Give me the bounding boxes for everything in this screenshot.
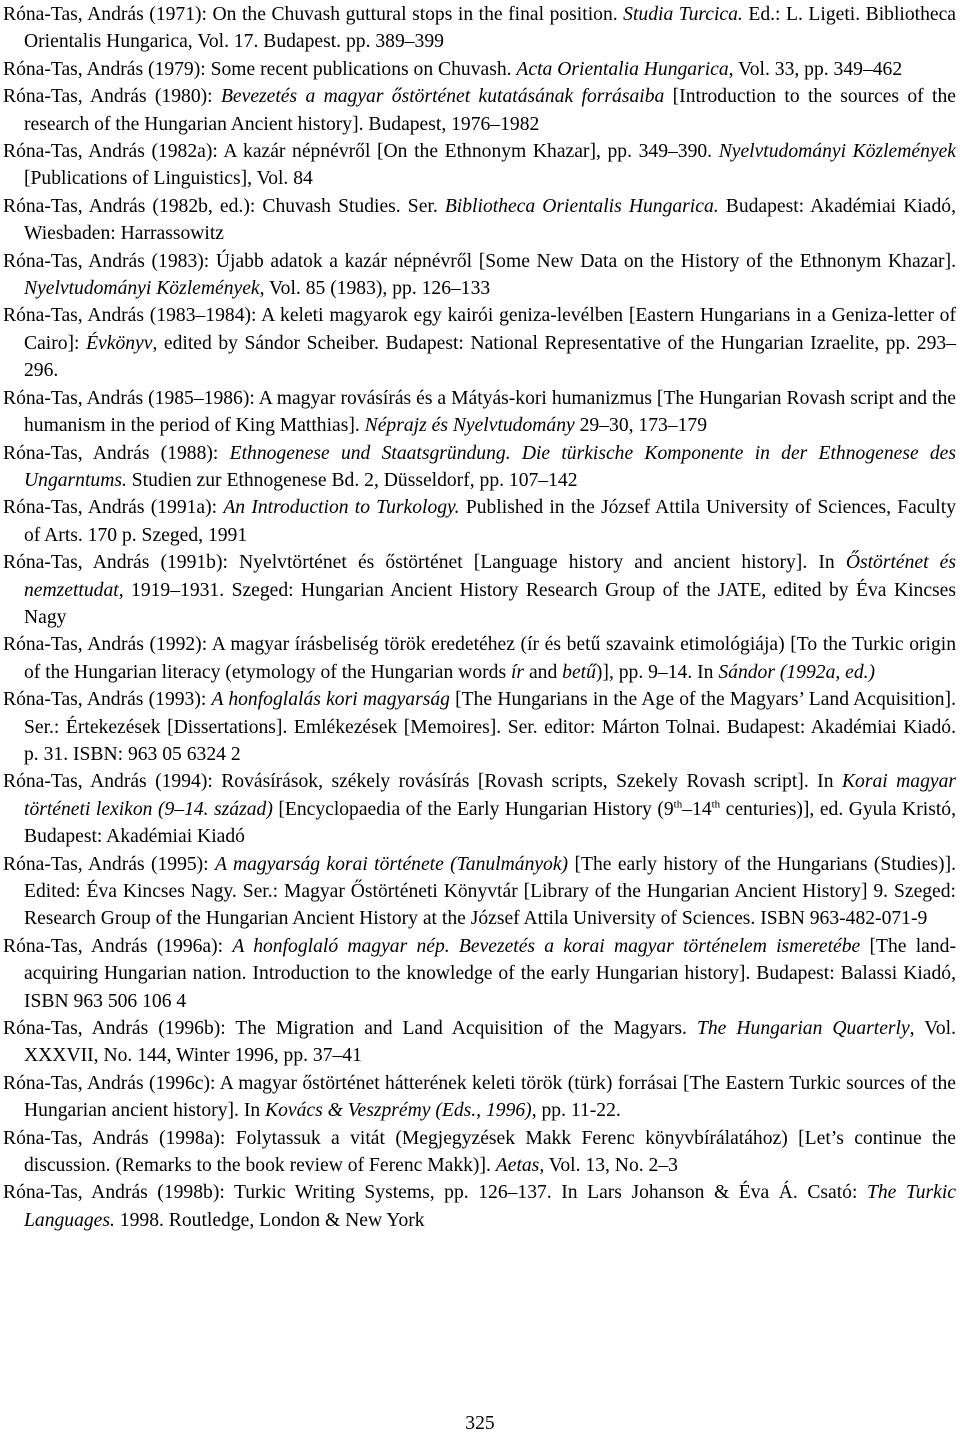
reference-text: Róna-Tas, András (1991a): xyxy=(3,497,224,519)
reference-text: Róna-Tas, András (1996a): xyxy=(3,935,233,957)
reference-text: Róna-Tas, András (1979): Some recent publications on Chuvash. xyxy=(3,58,517,80)
reference-text: Róna-Tas, András (1982b, ed.): Chuvash Studies. Ser. xyxy=(3,195,445,217)
reference-text: Róna-Tas, András (1971): On the Chuvash guttural stops in the final position. xyxy=(3,4,624,25)
italic-text: Évkönyv xyxy=(86,332,153,354)
reference-text: , Vol. 33, pp. 349–462 xyxy=(728,58,903,80)
reference-entry xyxy=(3,851,956,933)
reference-text: [Publications of Linguistics], Vol. 84 xyxy=(24,168,313,190)
superscript-text: th xyxy=(673,798,683,811)
reference-text: 1998. Routledge, London & New York xyxy=(114,1209,425,1231)
reference-text: Róna-Tas, András (1980): xyxy=(3,86,221,108)
reference-entry xyxy=(3,193,956,248)
reference-entry xyxy=(3,1070,956,1125)
reference-entry xyxy=(3,1015,956,1070)
reference-text: Studien zur Ethnogenese Bd. 2, Düsseldorf, pp. 107–142 xyxy=(126,469,578,491)
reference-text: , pp. 11-22. xyxy=(531,1100,621,1122)
italic-text: Bibliotheca Orientalis Hungarica. xyxy=(444,195,719,217)
reference-text: centuries)], ed. Gyula Kristó, Budapest: Akadémiai Kiadó xyxy=(24,798,956,848)
reference-text: Ed.: L. Ligeti. Bibliotheca Orientalis Hungarica, Vol. 17. Budapest. pp. 389–399 xyxy=(24,4,956,53)
reference-entry xyxy=(3,494,956,549)
superscript-text: th xyxy=(711,798,721,811)
reference-entry xyxy=(3,549,956,631)
reference-text: Róna-Tas, András (1991b): Nyelvtörténet és őstörténet [Language history and ancient history]. In xyxy=(3,552,846,574)
reference-text: 29–30, 173–179 xyxy=(574,415,707,437)
page-number: 325 xyxy=(465,1413,495,1434)
reference-text: Róna-Tas, András (1983–1984): A keleti magyarok egy kairói geniza-levélben [Eastern Hungarians in a Geniza-letter of Cairo]: xyxy=(3,305,956,354)
reference-entry xyxy=(3,686,956,768)
italic-text: ír xyxy=(510,661,525,683)
reference-entry xyxy=(3,440,956,495)
reference-text: and xyxy=(524,661,563,683)
reference-text: –14 xyxy=(682,798,712,820)
italic-text: Korai magyar történeti lexikon (9–14. század) xyxy=(24,771,956,820)
reference-entry xyxy=(3,248,956,303)
reference-entry xyxy=(3,933,956,1015)
reference-text: , Vol. XXXVII, No. 144, Winter 1996, pp. 37–41 xyxy=(24,1018,956,1067)
italic-text: Néprajz és Nyelvtudomány xyxy=(364,415,575,437)
reference-text: Róna-Tas, András (1988): xyxy=(3,442,230,464)
reference-text: , Vol. 85 (1983), pp. 126–133 xyxy=(259,278,491,300)
reference-text: Róna-Tas, András (1996b): The Migration and Land Acquisition of the Magyars. xyxy=(3,1018,697,1040)
reference-entry xyxy=(3,56,956,83)
reference-text: [The early history of the Hungarians (Studies)]. Edited: Éva Kincses Nagy. Ser.: Magyar Őstörténeti Könyvtár [Library of the Hungarian Ancient History] 9. Szeged: Research Group of the Hungarian Ancient History at the József Attila University of Sciences. ISBN 963-482-071-9 xyxy=(24,853,956,930)
italic-text: A magyarság korai története (Tanulmányok) xyxy=(215,853,569,875)
reference-text: Róna-Tas, András (1995): xyxy=(3,853,215,875)
italic-text: betű xyxy=(562,661,596,683)
italic-text: Sándor (1992a, ed.) xyxy=(718,661,876,683)
reference-text: [The Hungarians in the Age of the Magyars’ Land Acquisition]. Ser.: Értekezések [Dissertations]. Emlékezések [Memoires]. Ser. editor: Márton Tolnai. Budapest: Akadémiai Kiadó. p. 31. ISBN: 963 05 6324 2 xyxy=(24,689,956,765)
reference-text: Published in the József Attila University of Sciences, Faculty of Arts. 170 p. Szeged, 1991 xyxy=(24,497,956,546)
reference-entry xyxy=(3,385,956,440)
reference-entry xyxy=(3,1,956,56)
italic-text: Őstörténet és nemzettudat xyxy=(24,552,956,601)
reference-text: Róna-Tas, András (1992): A magyar írásbeliség török eredetéhez (ír és betű szavaink etimológiája) [To the Turkic origin of the Hungarian literacy (etymology of the Hungarian words xyxy=(3,634,956,683)
reference-text: Róna-Tas, András (1983): Újabb adatok a kazár népnévről [Some New Data on the History of the Ethnonym Khazar]. xyxy=(3,250,956,272)
reference-entry xyxy=(3,631,956,686)
reference-entry xyxy=(3,1125,956,1180)
reference-text: , edited by Sándor Scheiber. Budapest: National Representative of the Hungarian Izraelite, pp. 293–296. xyxy=(24,332,956,382)
reference-text: Róna-Tas, András (1996c): A magyar őstörténet hátterének keleti török (türk) forrásai [The Eastern Turkic sources of the Hungarian ancient history]. In xyxy=(3,1072,956,1122)
italic-text: Ethnogenese und Staatsgründung. Die türkische Komponente in der Ethnogenese des Ungarntums. xyxy=(24,442,956,491)
reference-text: , 1919–1931. Szeged: Hungarian Ancient History Research Group of the JATE, edited by Éva Kincses Nagy xyxy=(24,579,956,628)
italic-text: Nyelvtudományi Közlemények xyxy=(718,141,956,163)
reference-text: Róna-Tas, András (1998b): Turkic Writing Systems, pp. 126–137. In Lars Johanson & Éva Á. Csató: xyxy=(3,1182,867,1204)
italic-text: An Introduction to Turkology. xyxy=(223,497,460,519)
reference-text: Budapest: Akadémiai Kiadó, Wiesbaden: Harrassowitz xyxy=(24,195,957,245)
reference-text: [The land-acquiring Hungarian nation. Introduction to the knowledge of the early Hungarian history]. Budapest: Balassi Kiadó, ISBN 963 506 106 4 xyxy=(24,935,956,1012)
reference-text: )], pp. 9–14. In xyxy=(595,661,719,683)
reference-text: Róna-Tas, András (1998a): Folytassuk a vitát (Megjegyzések Makk Ferenc könyvbírálatához) [Let’s continue the discussion. (Remarks to the book review of Ferenc Makk)]. xyxy=(3,1127,956,1177)
italic-text: Acta Orientalia Hungarica xyxy=(516,58,729,80)
italic-text: Kovács & Veszprémy (Eds., 1996) xyxy=(265,1100,532,1122)
italic-text: Aetas xyxy=(495,1155,540,1177)
reference-entry xyxy=(3,302,956,384)
reference-text: Róna-Tas, András (1982a): A kazár népnévről [On the Ethnonym Khazar], pp. 349–390. xyxy=(3,141,719,163)
reference-entry xyxy=(3,768,956,850)
italic-text: Studia Turcica. xyxy=(623,4,743,25)
reference-text: Róna-Tas, András (1985–1986): A magyar rovásírás és a Mátyás-kori humanizmus [The Hungarian Rovash script and the humanism in the period of King Matthias]. xyxy=(3,387,956,437)
italic-text: Nyelvtudományi Közlemények xyxy=(24,278,260,300)
reference-entry xyxy=(3,83,956,138)
reference-list xyxy=(3,1,956,1234)
reference-text: Róna-Tas, András (1994): Rovásírások, székely rovásírás [Rovash scripts, Szekely Rovash script]. In xyxy=(3,771,842,793)
reference-text: [Introduction to the sources of the research of the Hungarian Ancient history]. Budapest, 1976–1982 xyxy=(24,86,956,135)
italic-text: A honfoglaló magyar nép. Bevezetés a korai magyar történelem ismeretébe xyxy=(232,935,861,957)
italic-text: Bevezetés a magyar őstörténet kutatásának forrásaiba xyxy=(220,86,665,108)
reference-entry xyxy=(3,138,956,193)
italic-text: The Turkic Languages. xyxy=(24,1182,956,1231)
reference-text: , Vol. 13, No. 2–3 xyxy=(539,1155,678,1177)
reference-entry xyxy=(3,1179,956,1234)
reference-text: Róna-Tas, András (1993): xyxy=(3,689,212,711)
italic-text: The Hungarian Quarterly xyxy=(696,1018,910,1040)
italic-text: A honfoglalás kori magyarság xyxy=(211,689,450,711)
reference-text: [Encyclopaedia of the Early Hungarian History (9 xyxy=(272,798,674,820)
